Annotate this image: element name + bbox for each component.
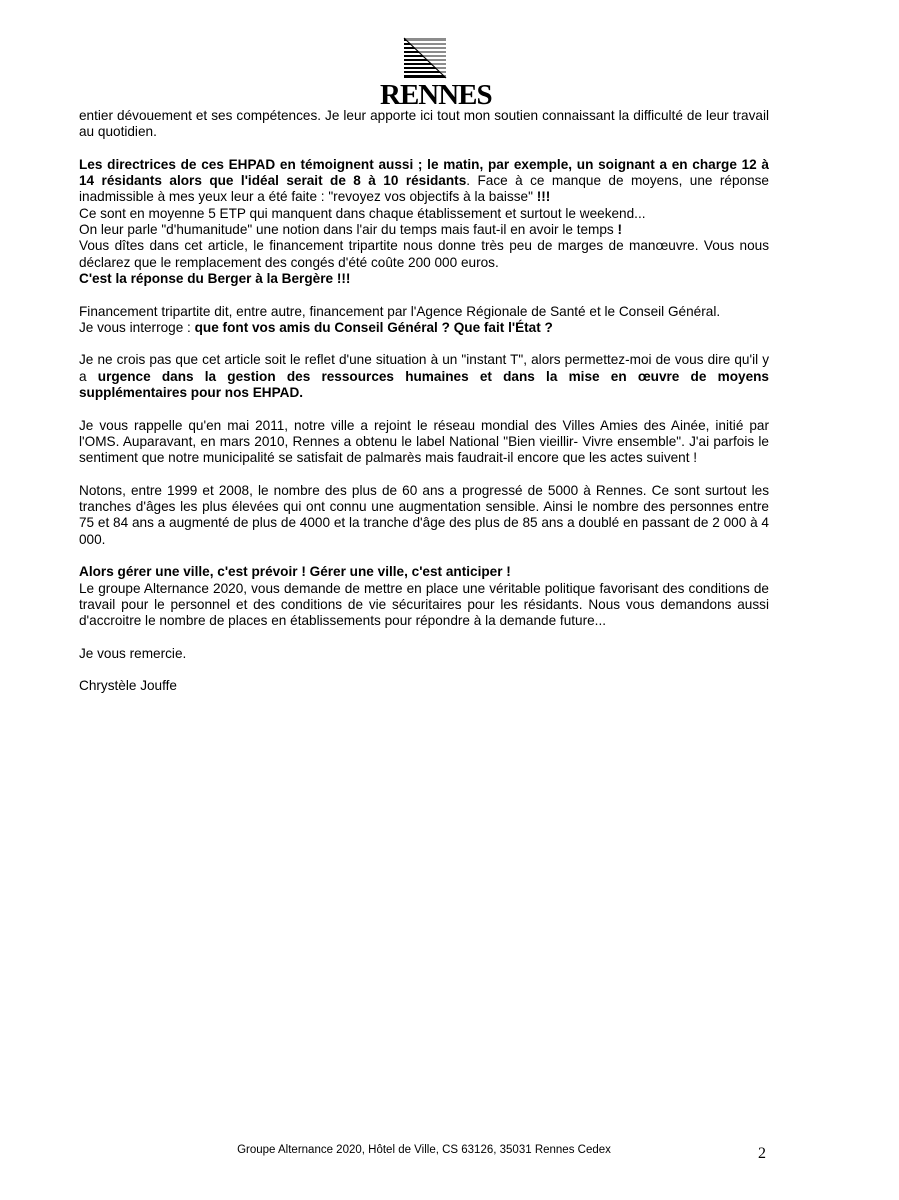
text: Ce sont en moyenne 5 ETP qui manquent dans chaque établissement et surtout le weekend... — [79, 205, 646, 221]
text: Notons, entre 1999 et 2008, le nombre des plus de 60 ans a progressé de 5000 à Rennes. Ce sont surtout les tranches d'âges les plus élevées qui ont connu une augmentation sensible. Ainsi le nombre des personnes entre 75 et 84 ans a augmenté de plus de 4000 et la tranche d'âge des plus de 85 ans a doublé en passant de 2 000 à 4 000. — [79, 482, 769, 547]
text: Je vous rappelle qu'en mai 2011, notre ville a rejoint le réseau mondial des Villes Amies des Ainée, initié par l'OMS. Auparavant, en mars 2010, Rennes a obtenu le label National "Bien vieillir- Vivre ensemble". J'ai parfois le sentiment que notre municipalité se satisfait de palmarès mais faudrait-il encore que les actes suivent ! — [79, 417, 769, 466]
bold-text: que font vos amis du Conseil Général ? Que fait l'État ? — [194, 319, 553, 335]
paragraph — [79, 581, 769, 630]
rennes-emblem-icon — [380, 36, 470, 82]
bold-text: urgence dans la gestion des ressources humaines et dans la mise en œuvre de moyens supplémentaires pour nos EHPAD. — [79, 368, 769, 401]
page-number: 2 — [758, 1145, 766, 1162]
rennes-logo — [380, 36, 492, 112]
letter-body — [79, 108, 769, 695]
paragraph — [79, 271, 769, 287]
text: Chrystèle Jouffe — [79, 678, 177, 694]
text: entier dévouement et ses compétences. Je leur apporte ici tout mon soutien connaissant la difficulté de leur travail au quotidien. — [79, 108, 769, 140]
paragraph — [79, 206, 769, 222]
bold-text: !!! — [536, 189, 551, 205]
text: Le groupe Alternance 2020, vous demande de mettre en place une véritable politique favorisant des conditions de travail pour le personnel et des conditions de vie sécuritaires pour les résidants. Nous vous demandons aussi d'accroitre le nombre de places en établissements pour répondre à la demande future... — [79, 580, 769, 629]
bold-text: C'est la réponse du Berger à la Bergère !!! — [79, 270, 351, 286]
text: Je ne crois pas que cet article soit le reflet d'une situation à un "instant T", alors permettez-moi de vous dire qu'il y a — [79, 352, 769, 384]
paragraph — [79, 678, 769, 694]
text: Je vous interroge : — [79, 319, 195, 335]
text: On leur parle "d'humanitude" une notion dans l'air du temps mais faut-il en avoir le temps — [79, 222, 618, 238]
paragraph — [79, 646, 769, 662]
text: Vous dîtes dans cet article, le financement tripartite nous donne très peu de marges de manœuvre. Vous nous déclarez que le remplacement des congés d'été coûte 200 000 euros. — [79, 238, 769, 270]
text: . Face à ce manque de moyens, une réponse inadmissible à mes yeux leur a été faite : "revoyez vos objectifs à la baisse" — [79, 173, 769, 205]
paragraph — [79, 483, 769, 548]
footer-address: Groupe Alternance 2020, Hôtel de Ville, CS 63126, 35031 Rennes Cedex — [237, 1144, 611, 1156]
paragraph — [79, 108, 769, 141]
paragraph — [79, 157, 769, 206]
logo-wordmark: RENNES — [380, 79, 492, 111]
bold-text: ! — [617, 222, 623, 238]
paragraph — [79, 418, 769, 467]
paragraph — [79, 304, 769, 320]
paragraph — [79, 238, 769, 271]
paragraph — [79, 222, 769, 238]
text: Financement tripartite dit, entre autre, financement par l'Agence Régionale de Santé et le Conseil Général. — [79, 303, 721, 319]
bold-text: Les directrices de ces EHPAD en témoignent aussi ; le matin, par exemple, un soignant a en charge 12 à 14 résidants alors que l'idéal serait de 8 à 10 résidants — [79, 156, 769, 189]
paragraph — [79, 352, 769, 401]
text: Je vous remercie. — [79, 645, 187, 661]
paragraph — [79, 564, 769, 580]
paragraph — [79, 320, 769, 336]
bold-text: Alors gérer une ville, c'est prévoir ! Gérer une ville, c'est anticiper ! — [79, 564, 511, 580]
